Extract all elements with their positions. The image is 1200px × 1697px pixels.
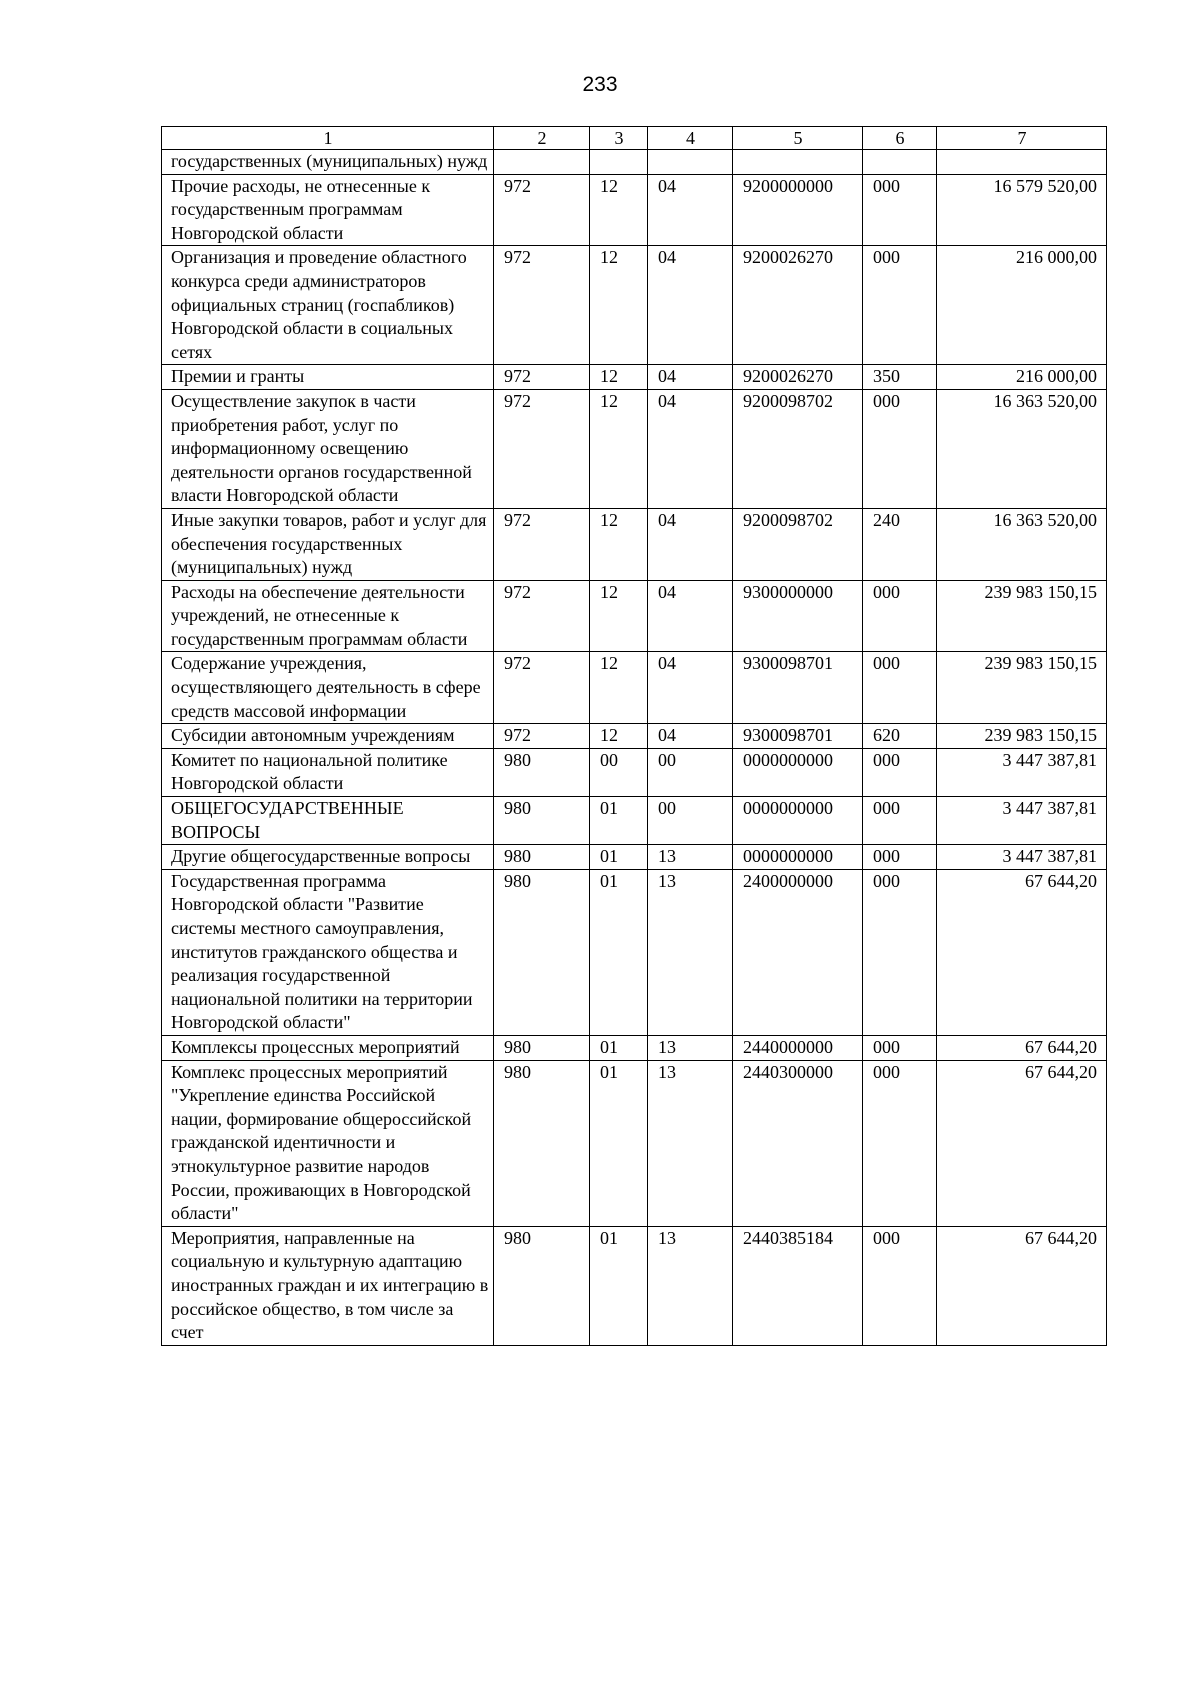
row-name-cell: Иные закупки товаров, работ и услуг для обеспечения государственных (муниципальных) нужд: [162, 508, 494, 580]
subsection-cell: [648, 150, 733, 175]
table-row: [162, 1060, 1107, 1226]
amount-cell: 16 363 520,00: [937, 389, 1107, 508]
section-cell: 00: [590, 748, 648, 796]
expense-type-cell: 000: [863, 389, 937, 508]
table-row: [162, 869, 1107, 1035]
section-cell: 01: [590, 1035, 648, 1060]
expense-type-cell: 000: [863, 845, 937, 870]
subsection-cell: 13: [648, 1060, 733, 1226]
subsection-cell: 13: [648, 845, 733, 870]
row-name-cell: Комитет по национальной политике Новгородской области: [162, 748, 494, 796]
ministry-code-cell: 972: [494, 508, 590, 580]
section-cell: 01: [590, 845, 648, 870]
row-name-cell: Осуществление закупок в части приобретения работ, услуг по информационному освещению деятельности органов государственной власти Новгородской области: [162, 389, 494, 508]
table-row: [162, 508, 1107, 580]
subsection-cell: 04: [648, 508, 733, 580]
expense-type-cell: 000: [863, 652, 937, 724]
column-header: 2: [494, 127, 590, 150]
section-cell: 12: [590, 508, 648, 580]
row-name-cell: государственных (муниципальных) нужд: [162, 150, 494, 175]
ministry-code-cell: 980: [494, 748, 590, 796]
subsection-cell: 04: [648, 246, 733, 365]
target-article-cell: 9300098701: [733, 724, 863, 749]
amount-cell: [937, 150, 1107, 175]
column-header: 5: [733, 127, 863, 150]
amount-cell: 239 983 150,15: [937, 580, 1107, 652]
section-cell: 12: [590, 389, 648, 508]
target-article-cell: 0000000000: [733, 797, 863, 845]
ministry-code-cell: 972: [494, 580, 590, 652]
target-article-cell: 9300000000: [733, 580, 863, 652]
subsection-cell: 04: [648, 365, 733, 390]
table-row: [162, 652, 1107, 724]
expense-type-cell: 000: [863, 1226, 937, 1345]
amount-cell: 16 363 520,00: [937, 508, 1107, 580]
table-row: [162, 724, 1107, 749]
row-name-cell: Комплекс процессных мероприятий "Укрепление единства Российской нации, формирование общероссийской гражданской идентичности и этнокультурное развитие народов России, проживающих в Новгородской области": [162, 1060, 494, 1226]
budget-table: [161, 126, 1107, 1346]
row-name-cell: Субсидии автономным учреждениям: [162, 724, 494, 749]
row-name-cell: Мероприятия, направленные на социальную и культурную адаптацию иностранных граждан и их интеграцию в российское общество, в том числе за счет: [162, 1226, 494, 1345]
expense-type-cell: 000: [863, 580, 937, 652]
expense-type-cell: 000: [863, 174, 937, 246]
section-cell: 12: [590, 580, 648, 652]
amount-cell: 67 644,20: [937, 1060, 1107, 1226]
section-cell: [590, 150, 648, 175]
page-number: 233: [582, 73, 618, 96]
column-header: 4: [648, 127, 733, 150]
section-cell: 12: [590, 724, 648, 749]
section-cell: 12: [590, 246, 648, 365]
subsection-cell: 00: [648, 797, 733, 845]
subsection-cell: 04: [648, 174, 733, 246]
row-name-cell: Другие общегосударственные вопросы: [162, 845, 494, 870]
column-header: 3: [590, 127, 648, 150]
ministry-code-cell: 972: [494, 724, 590, 749]
target-article-cell: 9200098702: [733, 389, 863, 508]
amount-cell: 16 579 520,00: [937, 174, 1107, 246]
column-header: 7: [937, 127, 1107, 150]
target-article-cell: 9200098702: [733, 508, 863, 580]
table-row: [162, 580, 1107, 652]
ministry-code-cell: 972: [494, 389, 590, 508]
target-article-cell: 2400000000: [733, 869, 863, 1035]
expense-type-cell: 000: [863, 748, 937, 796]
table-row: [162, 797, 1107, 845]
ministry-code-cell: 980: [494, 845, 590, 870]
target-article-cell: 9200026270: [733, 365, 863, 390]
amount-cell: 67 644,20: [937, 1035, 1107, 1060]
ministry-code-cell: 980: [494, 797, 590, 845]
expense-type-cell: 240: [863, 508, 937, 580]
table-row: [162, 246, 1107, 365]
amount-cell: 67 644,20: [937, 1226, 1107, 1345]
table-row: [162, 1226, 1107, 1345]
row-name-cell: Премии и гранты: [162, 365, 494, 390]
amount-cell: 239 983 150,15: [937, 652, 1107, 724]
column-header: 1: [162, 127, 494, 150]
expense-type-cell: 000: [863, 797, 937, 845]
ministry-code-cell: 980: [494, 869, 590, 1035]
subsection-cell: 00: [648, 748, 733, 796]
table-row: [162, 389, 1107, 508]
expense-type-cell: 000: [863, 869, 937, 1035]
target-article-cell: 9200000000: [733, 174, 863, 246]
section-cell: 12: [590, 652, 648, 724]
ministry-code-cell: 972: [494, 246, 590, 365]
subsection-cell: 04: [648, 724, 733, 749]
table-row: [162, 1035, 1107, 1060]
row-name-cell: Прочие расходы, не отнесенные к государственным программам Новгородской области: [162, 174, 494, 246]
ministry-code-cell: [494, 150, 590, 175]
target-article-cell: [733, 150, 863, 175]
ministry-code-cell: 972: [494, 652, 590, 724]
expense-type-cell: [863, 150, 937, 175]
expense-type-cell: 620: [863, 724, 937, 749]
row-name-cell: Государственная программа Новгородской области "Развитие системы местного самоуправления, институтов гражданского общества и реализация государственной национальной политики на территории Новгородской области": [162, 869, 494, 1035]
subsection-cell: 13: [648, 869, 733, 1035]
ministry-code-cell: 980: [494, 1035, 590, 1060]
section-cell: 01: [590, 869, 648, 1035]
row-name-cell: Комплексы процессных мероприятий: [162, 1035, 494, 1060]
expense-type-cell: 350: [863, 365, 937, 390]
target-article-cell: 9300098701: [733, 652, 863, 724]
expense-type-cell: 000: [863, 1060, 937, 1226]
amount-cell: 3 447 387,81: [937, 748, 1107, 796]
row-name-cell: Организация и проведение областного конкурса среди администраторов официальных страниц (госпабликов) Новгородской области в социальных сетях: [162, 246, 494, 365]
subsection-cell: 04: [648, 389, 733, 508]
table-row: [162, 174, 1107, 246]
section-cell: 01: [590, 1226, 648, 1345]
table-row: [162, 845, 1107, 870]
target-article-cell: 0000000000: [733, 845, 863, 870]
ministry-code-cell: 980: [494, 1226, 590, 1345]
row-name-cell: ОБЩЕГОСУДАРСТВЕННЫЕ ВОПРОСЫ: [162, 797, 494, 845]
section-cell: 01: [590, 797, 648, 845]
target-article-cell: 0000000000: [733, 748, 863, 796]
target-article-cell: 2440385184: [733, 1226, 863, 1345]
amount-cell: 67 644,20: [937, 869, 1107, 1035]
target-article-cell: 2440000000: [733, 1035, 863, 1060]
ministry-code-cell: 972: [494, 365, 590, 390]
table-row: [162, 365, 1107, 390]
ministry-code-cell: 980: [494, 1060, 590, 1226]
amount-cell: 216 000,00: [937, 365, 1107, 390]
amount-cell: 3 447 387,81: [937, 845, 1107, 870]
column-header: 6: [863, 127, 937, 150]
target-article-cell: 9200026270: [733, 246, 863, 365]
amount-cell: 239 983 150,15: [937, 724, 1107, 749]
subsection-cell: 04: [648, 580, 733, 652]
ministry-code-cell: 972: [494, 174, 590, 246]
subsection-cell: 13: [648, 1226, 733, 1345]
subsection-cell: 13: [648, 1035, 733, 1060]
expense-type-cell: 000: [863, 1035, 937, 1060]
table-row: [162, 150, 1107, 175]
amount-cell: 3 447 387,81: [937, 797, 1107, 845]
column-header-row: [162, 127, 1107, 150]
table-row: [162, 748, 1107, 796]
section-cell: 01: [590, 1060, 648, 1226]
row-name-cell: Расходы на обеспечение деятельности учреждений, не отнесенные к государственным программам области: [162, 580, 494, 652]
target-article-cell: 2440300000: [733, 1060, 863, 1226]
amount-cell: 216 000,00: [937, 246, 1107, 365]
expense-type-cell: 000: [863, 246, 937, 365]
section-cell: 12: [590, 174, 648, 246]
subsection-cell: 04: [648, 652, 733, 724]
section-cell: 12: [590, 365, 648, 390]
table-body: [162, 127, 1107, 1346]
row-name-cell: Содержание учреждения, осуществляющего деятельность в сфере средств массовой информации: [162, 652, 494, 724]
